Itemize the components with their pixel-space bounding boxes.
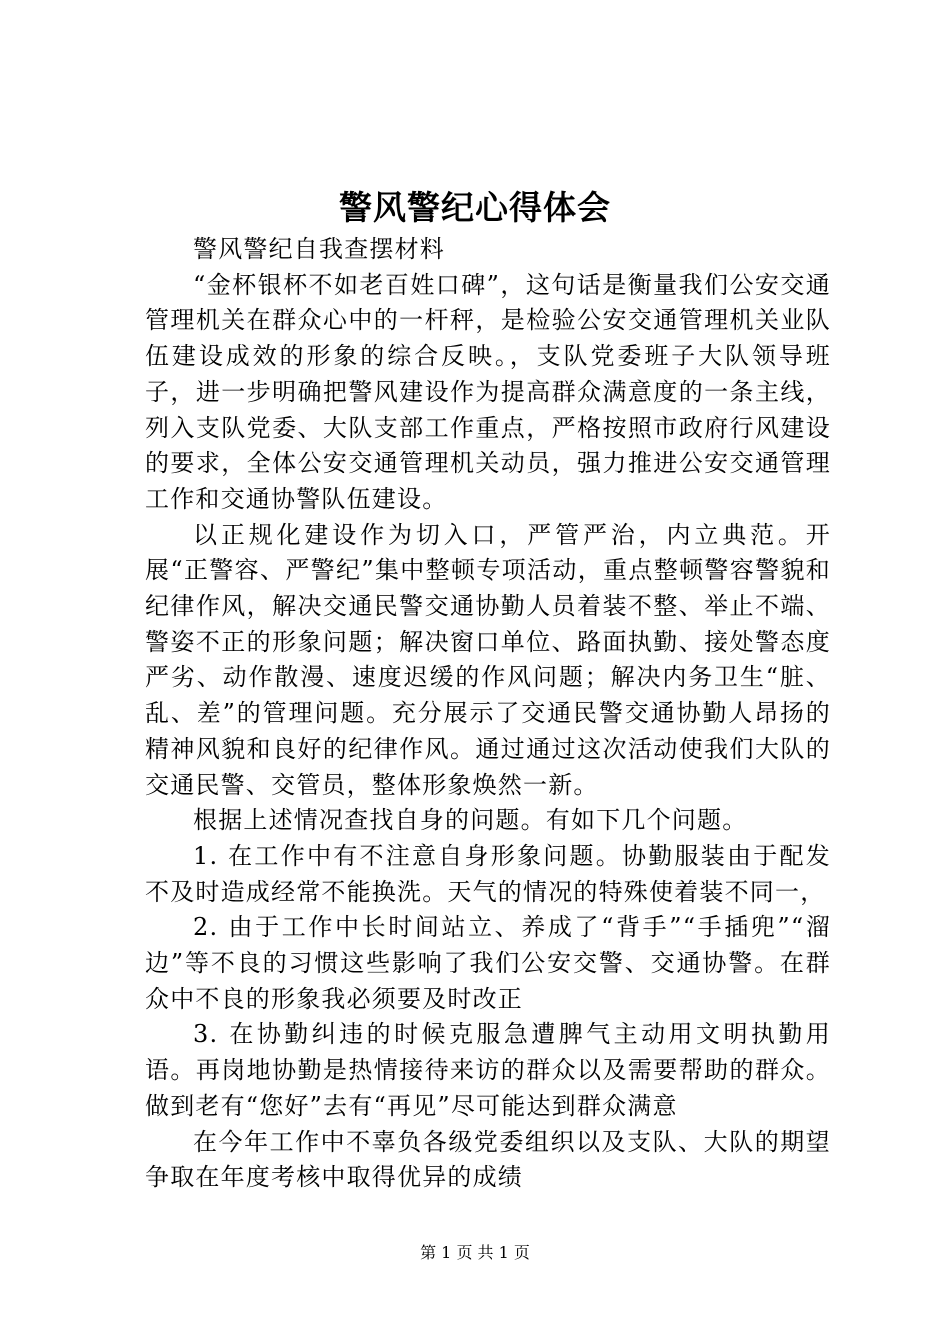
paragraph-problem-1: 1. 在工作中有不注意自身形象问题。协勤服装由于配发不及时造成经常不能换洗。天气的情况的特殊使着装不同一， (145, 841, 831, 906)
paragraph-conclusion: 在今年工作中不辜负各级党委组织以及支队、大队的期望争取在年度考核中取得优异的成绩 (145, 1127, 831, 1192)
paragraph-subtitle: 警风警纪自我查摆材料 (193, 235, 445, 263)
paragraph-rectification: 以正规化建设作为切入口，严管严治，内立典范。开展“正警容、严警纪”集中整顿专项活动，重点整顿警容警貌和纪律作风，解决交通民警交通协勤人员着装不整、举止不端、警姿不正的形象问题；解决窗口单位、路面执勤、接处警态度严劣、动作散漫、速度迟缓的作风问题；解决内务卫生“脏、乱、差”的管理问题。充分展示了交通民警交通协勤人昂扬的精神风貌和良好的纪律作风。通过通过这次活动使我们大队的交通民警、交管员，整体形象焕然一新。 (145, 520, 831, 799)
page-footer: 第 1 页 共 1 页 (420, 1243, 530, 1262)
document-body (145, 232, 831, 1196)
document-title: 警风警纪心得体会 (339, 188, 611, 227)
paragraph-problem-2: 2. 由于工作中长时间站立、养成了“背手”“手插兜”“溜边”等不良的习惯这些影响了我们公安交警、交通协警。在群众中不良的形象我必须要及时改正 (145, 913, 831, 1013)
paragraph-intro: “金杯银杯不如老百姓口碑”，这句话是衡量我们公安交通管理机关在群众心中的一杆秤，是检验公安交通管理机关业队伍建设成效的形象的综合反映。，支队党委班子大队领导班子，进一步明确把警风建设作为提高群众满意度的一条主线，列入支队党委、大队支部工作重点，严格按照市政府行风建设的要求，全体公安交通管理机关动员，强力推进公安交通管理工作和交通协警队伍建设。 (145, 270, 831, 513)
paragraph-problem-3: 3. 在协勤纠违的时候克服急遭脾气主动用文明执勤用语。再岗地协勤是热情接待来访的群众以及需要帮助的群众。做到老有“您好”去有“再见”尽可能达到群众满意 (145, 1020, 831, 1120)
paragraph-problems-lead: 根据上述情况查找自身的问题。有如下几个问题。 (193, 806, 748, 835)
